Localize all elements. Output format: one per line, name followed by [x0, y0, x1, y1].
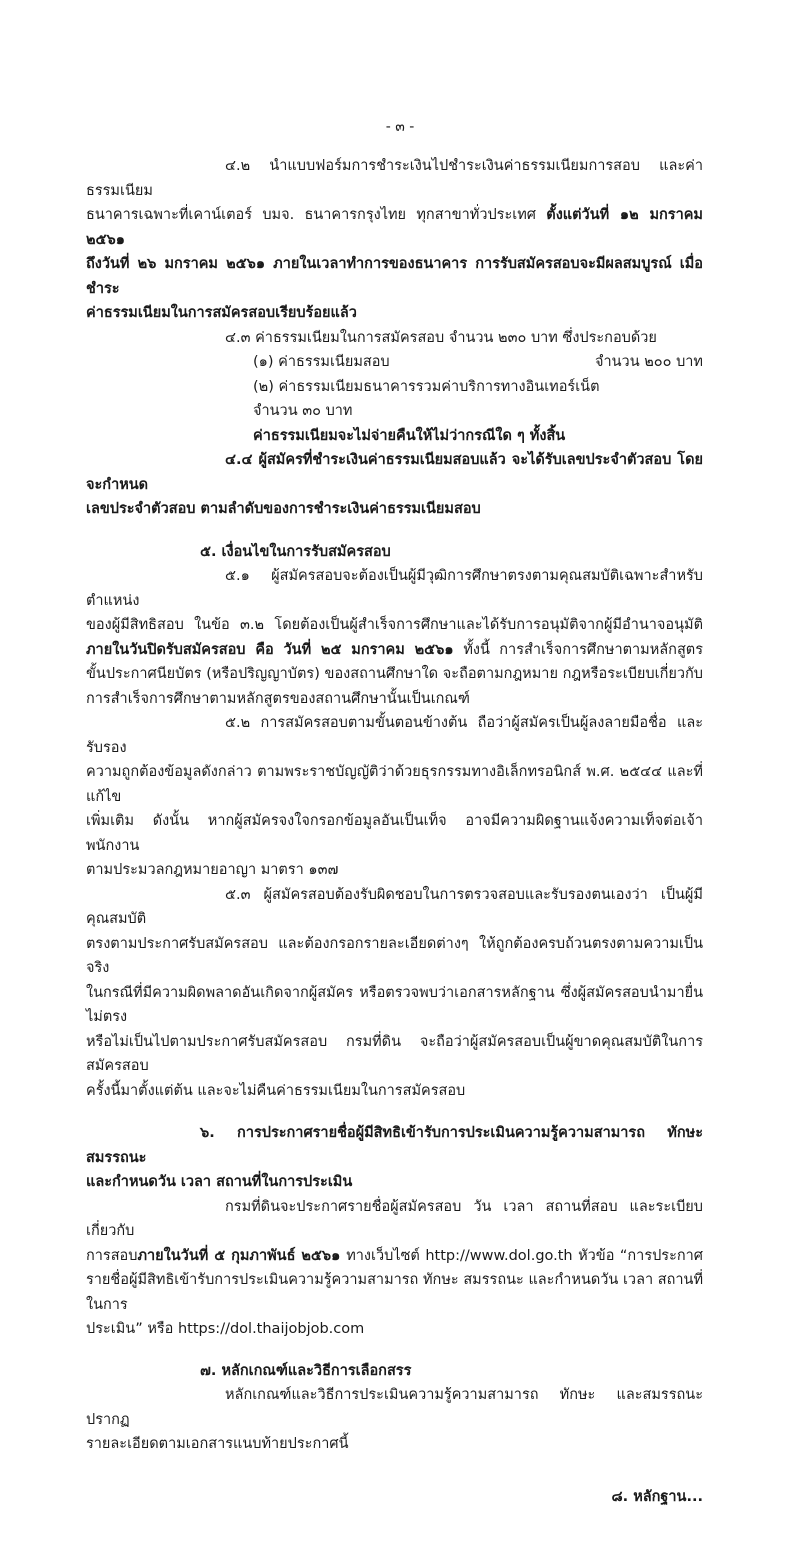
text-line	[86, 662, 703, 687]
page-number: - ๓ -	[385, 119, 415, 135]
text-line	[86, 1359, 703, 1384]
text-segment: ๕.๑ ผู้สมัครสอบจะต้องเป็นผู้มีวุฒิการศึกษาตรงตามคุณสมบัติเฉพาะสำหรับตำแหน่ง	[86, 568, 703, 609]
text-segment: ความถูกต้องข้อมูลดังกล่าว ตามพระราชบัญญัติว่าด้วยธุรกรรมทางอิเล็กทรอนิกส์ พ.ศ. ๒๕๔๔ และที่แก้ไข	[86, 764, 703, 805]
amount-text: จำนวน ๒๐๐ บาท	[595, 354, 703, 370]
text-segment: ๕.๓ ผู้สมัครสอบต้องรับผิดชอบในการตรวจสอบและรับรองตนเองว่า เป็นผู้มีคุณสมบัติ	[86, 886, 703, 927]
text-segment: ภายในวันปิดรับสมัครสอบ คือ วันที่ ๒๕ มกราคม ๒๕๖๑	[86, 641, 464, 658]
text-segment: หลักเกณฑ์และวิธีการประเมินความรู้ความสามารถ ทักษะ และสมรรถนะ ปรากฏ	[86, 1387, 703, 1428]
text-segment: หรือไม่เป็นไปตามประกาศรับสมัครสอบ กรมที่ดิน จะถือว่าผู้สมัครสอบเป็นผู้ขาดคุณสมบัติในการสมัครสอบ	[86, 1033, 703, 1074]
text-segment: เพิ่มเติม ดังนั้น หากผู้สมัครจงใจกรอกข้อมูลอันเป็นเท็จ อาจมีความผิดฐานแจ้งความเท็จต่อเจ้าพนักงาน	[86, 813, 703, 854]
text-segment: ครั้งนี้มาตั้งแต่ต้น และจะไม่คืนค่าธรรมเนียมในการสมัครสอบ	[86, 1082, 466, 1099]
text-line	[86, 711, 703, 760]
text-segment: รายชื่อผู้มีสิทธิเข้ารับการประเมินความรู้ความสามารถ ทักษะ สมรรถนะ และกำหนดวัน เวลา สถานที่ในการ	[86, 1272, 703, 1313]
text-segment: (๑) ค่าธรรมเนียมสอบ	[253, 354, 390, 370]
text-segment: (๒) ค่าธรรมเนียมธนาคารรวมค่าบริการทางอินเทอร์เน็ต	[253, 378, 600, 395]
text-segment: ในกรณีที่มีความผิดพลาดอันเกิดจากผู้สมัคร หรือตรวจพบว่าเอกสารหลักฐาน ซึ่งผู้สมัครสอบนำมายื่นไม่ตรง	[86, 984, 703, 1025]
text-line	[86, 154, 703, 203]
text-line	[86, 424, 703, 449]
text-line	[86, 1432, 703, 1457]
text-line	[86, 1268, 703, 1317]
text-line	[86, 448, 703, 497]
text-segment: ค่าธรรมเนียมในการสมัครสอบเรียบร้อยแล้ว	[86, 305, 357, 321]
text-segment: ของผู้มีสิทธิสอบ ในข้อ ๓.๒ โดยต้องเป็นผู้สำเร็จการศึกษาและได้รับการอนุมัติจากผู้มีอำนาจอนุมัติ	[86, 617, 703, 633]
text-line	[86, 687, 703, 712]
text-line	[86, 1121, 703, 1170]
text-line	[86, 1195, 703, 1244]
text-segment: ธนาคารเฉพาะที่เคาน์เตอร์ บมจ. ธนาคารกรุงไทย ทุกสาขาทั่วประเทศ	[86, 207, 547, 223]
text-segment: ตั้งแต่วันที่ ๑๒ มกราคม ๒๕๖๑	[86, 207, 703, 248]
text-line	[86, 809, 703, 858]
text-line	[86, 613, 703, 638]
text-line	[86, 1170, 703, 1195]
text-segment: ภายในเวลาทำการของธนาคาร การรับสมัครสอบจะมีผลสมบูรณ์ เมื่อชำระ	[86, 256, 703, 297]
text-segment: ค่าธรรมเนียมจะไม่จ่ายคืนให้ไม่ว่ากรณีใด ๆ ทั้งสิ้น	[253, 427, 566, 444]
text-segment: ๔.๔ ผู้สมัครที่ชำระเงินค่าธรรมเนียมสอบแล้ว จะได้รับเลขประจำตัวสอบ โดยจะกำหนด	[86, 452, 703, 493]
text-line	[86, 1383, 703, 1432]
text-segment: รายละเอียดตามเอกสารแนบท้ายประกาศนี้	[86, 1436, 349, 1452]
text-line	[86, 564, 703, 613]
text-segment: ภายในวันที่ ๕ กุมภาพันธ์ ๒๕๖๑	[137, 1247, 347, 1264]
text-line	[86, 252, 703, 301]
text-segment: ๔.๒ นำแบบฟอร์มการชำระเงินไปชำระเงินค่าธรรมเนียมการสอบ และค่าธรรมเนียม	[86, 158, 703, 199]
text-segment: ๗. หลักเกณฑ์และวิธีการเลือกสรร	[200, 1362, 412, 1379]
text-segment: ทั้งนี้ การสำเร็จการศึกษาตามหลักสูตร	[463, 641, 704, 658]
text-line	[86, 497, 703, 522]
text-line	[86, 1030, 703, 1079]
text-segment: การสำเร็จการศึกษาตามหลักสูตรของสถานศึกษานั้นเป็นเกณฑ์	[86, 690, 470, 707]
text-segment: และกำหนดวัน เวลา สถานที่ในการประเมิน	[86, 1174, 353, 1190]
text-line	[86, 326, 703, 351]
text-line	[86, 203, 703, 252]
text-segment: กรมที่ดินจะประกาศรายชื่อผู้สมัครสอบ วัน เวลา สถานที่สอบ และระเบียบเกี่ยวกับ	[86, 1198, 703, 1239]
text-segment: ๕.๒ การสมัครสอบตามขั้นตอนข้างต้น ถือว่าผู้สมัครเป็นผู้ลงลายมือชื่อ และรับรอง	[86, 715, 703, 756]
text-segment: เลขประจำตัวสอบ ตามลำดับของการชำระเงินค่าธรรมเนียมสอบ	[86, 501, 481, 517]
text-line	[86, 301, 703, 326]
text-segment: ๔.๓ ค่าธรรมเนียมในการสมัครสอบ จำนวน ๒๓๐ บาท ซึ่งประกอบด้วย	[225, 329, 657, 346]
text-segment: ๕. เงื่อนไขในการรับสมัครสอบ	[200, 543, 391, 560]
text-segment: ตามประมวลกฎหมายอาญา มาตรา ๑๓๗	[86, 862, 339, 878]
text-segment: ถึงวันที่ ๒๖ มกราคม ๒๕๖๑	[86, 256, 274, 272]
text-line	[86, 883, 703, 932]
text-line	[86, 932, 703, 981]
text-line	[86, 858, 703, 883]
text-line	[253, 375, 703, 424]
text-line	[86, 638, 703, 663]
text-line	[86, 1244, 703, 1269]
text-segment: ประเมิน” หรือ https://dol.thaijobjob.com	[86, 1321, 365, 1337]
text-segment: ตรงตามประกาศรับสมัครสอบ และต้องกรอกรายละเอียดต่างๆ ให้ถูกต้องครบถ้วนตรงตามความเป็นจริง	[86, 935, 703, 976]
text-line	[86, 760, 703, 809]
text-line	[86, 1079, 703, 1104]
text-line	[253, 350, 703, 375]
next-page-reference: ๘. หลักฐาน...	[611, 1488, 703, 1505]
text-line	[86, 981, 703, 1030]
text-segment: ขั้นประกาศนียบัตร (หรือปริญญาบัตร) ของสถานศึกษาใด จะถือตามกฎหมาย กฎหรือระเบียบเกี่ยวกับ	[86, 666, 703, 682]
text-line	[86, 540, 703, 565]
text-segment: ทางเว็บไซต์ http://www.dol.go.th หัวข้อ “การประกาศ	[346, 1247, 704, 1264]
amount-text: จำนวน ๓๐ บาท	[253, 403, 353, 419]
text-segment: การสอบ	[86, 1247, 138, 1264]
text-segment: ๖. การประกาศรายชื่อผู้มีสิทธิเข้ารับการประเมินความรู้ความสามารถ ทักษะ สมรรถนะ	[86, 1125, 703, 1166]
text-line	[86, 1317, 703, 1342]
document-body	[86, 154, 703, 1457]
